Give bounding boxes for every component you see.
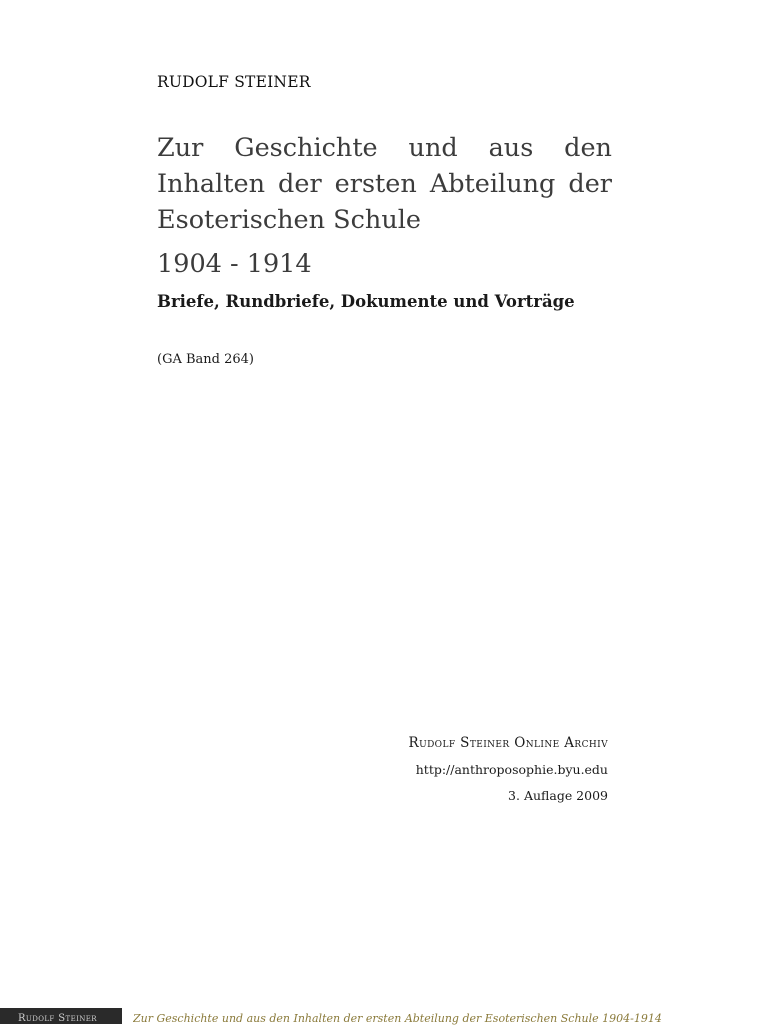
ga-volume: (GA Band 264) — [157, 352, 254, 367]
footer-author-badge: Rudolf Steiner — [0, 1008, 122, 1024]
footer-running-title: Zur Geschichte und aus den Inhalten der ersten Abteilung der Esoterischen Schule 1904-1914 — [133, 1012, 662, 1025]
author-name: RUDOLF STEINER — [157, 73, 311, 91]
book-title: Zur Geschichte und aus den Inhalten der ersten Abteilung der Esoterischen Schule — [157, 133, 612, 235]
archive-name: Rudolf Steiner Online Archiv — [408, 735, 608, 751]
book-years: 1904 - 1914 — [157, 249, 312, 279]
book-subtitle: Briefe, Rundbriefe, Dokumente und Vorträge — [157, 292, 575, 311]
edition-info: 3. Auflage 2009 — [508, 788, 608, 803]
archive-url: http://anthroposophie.byu.edu — [415, 762, 608, 777]
publisher-block — [409, 735, 608, 814]
